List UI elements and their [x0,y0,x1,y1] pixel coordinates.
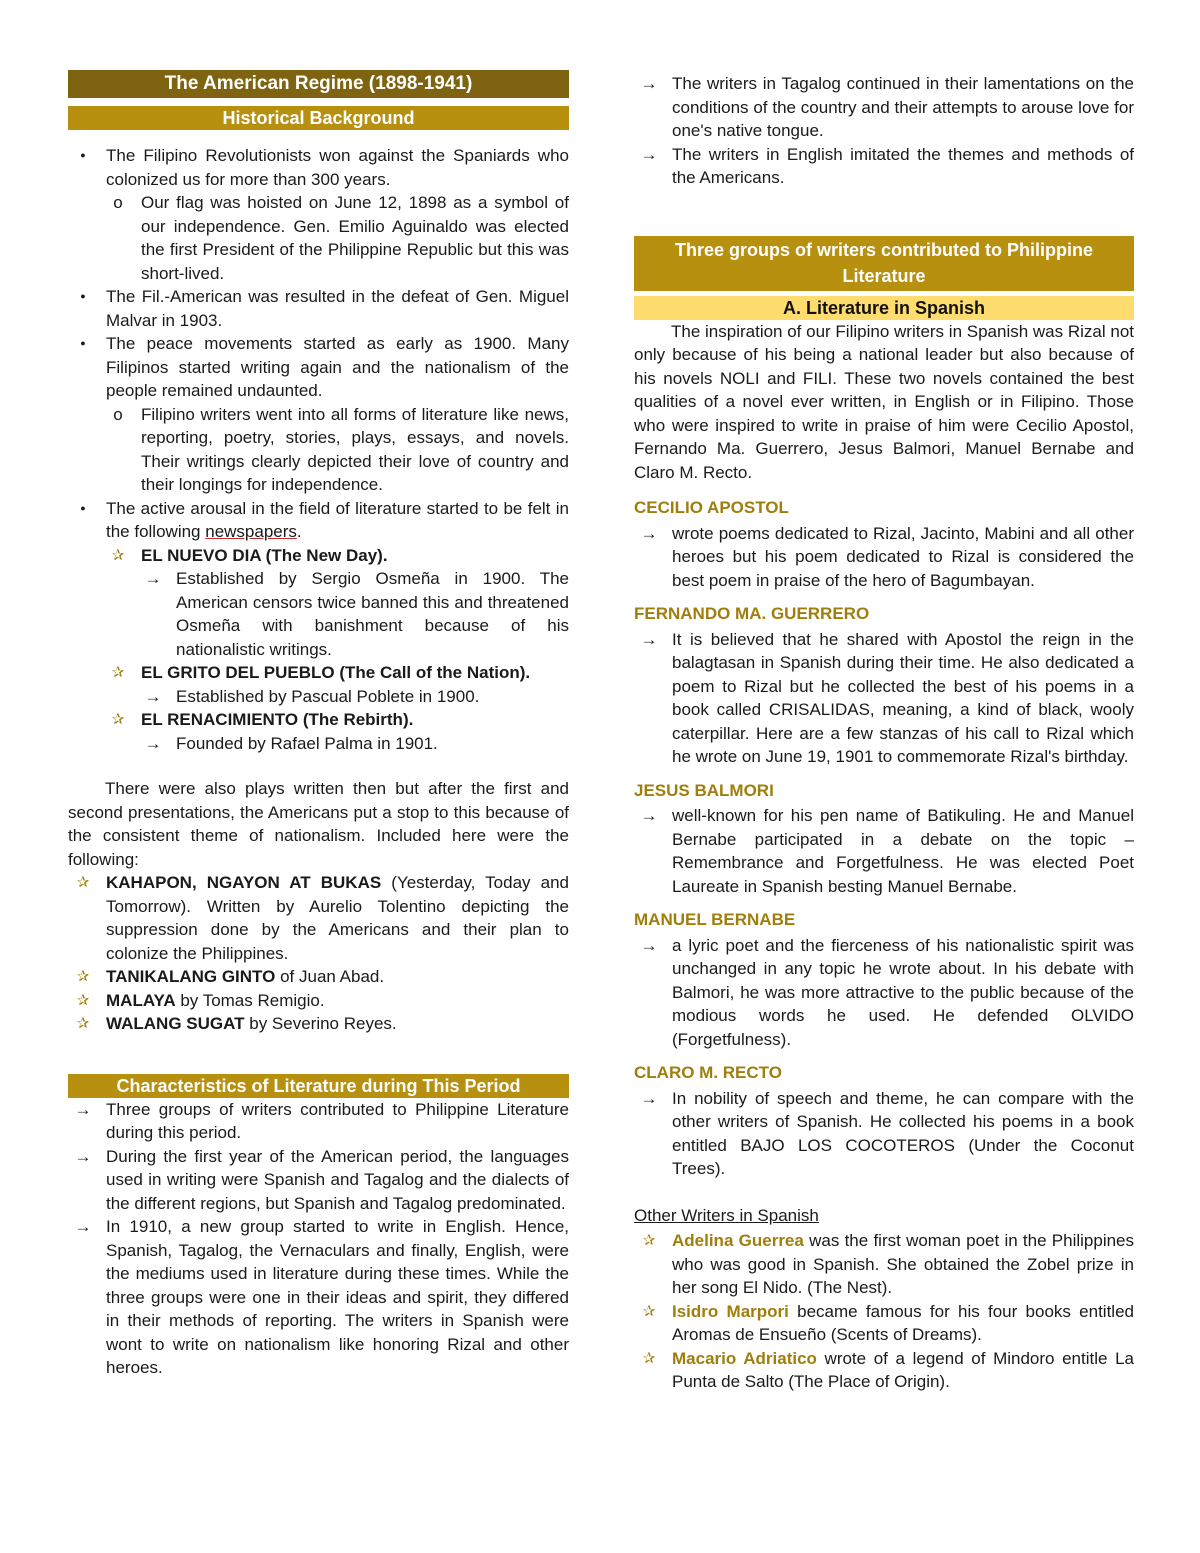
arrow-icon: → [640,935,658,955]
star-icon: ✰ [76,991,90,1009]
subheading-literature-in-spanish: A. Literature in Spanish [634,296,1134,320]
list-item: o Filipino writers went into all forms of literature like news, reporting, poetry, stories, plays, essays, and novels. Their writings clearly depicted their love of country and their longings for independence. [68,403,569,497]
arrow-icon: → [640,523,658,543]
writer-heading: CLARO M. RECTO [634,1063,782,1082]
other-writer-item: ✰ Isidro Marpori became famous for his four books entitled Aromas de Ensueño (Scents of Dreams). [634,1300,1134,1347]
play-item: ✰ KAHAPON, NGAYON AT BUKAS (Yesterday, Today and Tomorrow). Written by Aurelio Tolentino depicting the suppression done by the Americans and their plan to colonize the Philippines. [68,871,569,965]
arrow-icon: → [144,569,162,588]
other-writer-item: ✰ Macario Adriatico wrote of a legend of Mindoro entitle La Punta de Salto (The Place of Origin). [634,1347,1134,1394]
writer-description: → a lyric poet and the fierceness of his nationalistic spirit was unchanged in any topic he wrote about. In his debate with Balmori, he was more attractive to the public because of the modious words he used. He defended OLVIDO (Forgetfulness). [634,934,1134,1052]
arrow-icon: → [144,733,162,753]
circle-bullet-icon: o [113,193,123,212]
page-title: The American Regime (1898-1941) [68,70,569,98]
newspaper-item: ✰ EL GRITO DEL PUEBLO (The Call of the Nation). [68,661,569,685]
star-icon: ✰ [76,968,90,985]
list-item: ● The Filipino Revolutionists won against the Spaniards who colonized us for more than 300 years. [68,144,569,191]
newspapers-link[interactable]: newspapers [205,522,297,541]
arrow-icon: → [640,629,658,649]
arrow-icon: → [640,144,658,164]
list-item: ● The active arousal in the field of literature started to be felt in the following newspapers. [68,497,569,544]
writer-heading: MANUEL BERNABE [634,910,796,929]
section-heading-three-groups: Three groups of writers contributed to Philippine Literature [634,236,1134,291]
bullet-icon: ● [80,502,86,513]
arrow-icon: → [640,74,658,93]
play-item: ✰ MALAYA by Tomas Remigio. [68,989,569,1013]
section-heading-characteristics: Characteristics of Literature during This Period [68,1074,569,1098]
newspaper-description: → Established by Pascual Poblete in 1900. [68,685,569,709]
list-item: → The writers in Tagalog continued in their lamentations on the conditions of the country and their attempts to arouse love for one's native tongue. [634,72,1134,143]
arrow-icon: → [74,1146,92,1166]
star-icon: ✰ [642,1349,656,1367]
list-item: → The writers in English imitated the themes and methods of the Americans. [634,143,1134,190]
newspaper-description: → Founded by Rafael Palma in 1901. [68,732,569,756]
star-icon: ✰ [76,874,90,891]
bullet-icon: ● [80,291,86,301]
star-icon: ✰ [111,711,125,728]
writer-heading: JESUS BALMORI [634,780,774,800]
bullet-icon: ● [80,150,86,160]
list-item: ● The Fil.-American was resulted in the defeat of Gen. Miguel Malvar in 1903. [68,285,569,332]
play-item: ✰ WALANG SUGAT by Severino Reyes. [68,1012,569,1036]
list-item: o Our flag was hoisted on June 12, 1898 as a symbol of our independence. Gen. Emilio Aguinaldo was elected the first President of the Philippine Republic but this was short-lived. [68,191,569,285]
list-item: → Three groups of writers contributed to Philippine Literature during this period. [68,1098,569,1145]
arrow-icon: → [640,806,658,825]
writer-description: → well-known for his pen name of Batikuling. He and Manuel Bernabe participated in a debate on the topic – Remembrance and Forgetfulness. He was elected Poet Laureate in Spanish besting Manuel Bernabe. [634,804,1134,898]
star-icon: ✰ [111,546,125,564]
writer-heading: CECILIO APOSTOL [634,498,789,517]
arrow-icon: → [74,1217,92,1236]
arrow-icon: → [640,1088,658,1108]
star-icon: ✰ [642,1302,656,1320]
writer-description: → wrote poems dedicated to Rizal, Jacinto, Mabini and all other heroes but his poem dedicated to Rizal is considered the best poem in praise of the hero of Bagumbayan. [634,522,1134,593]
star-icon: ✰ [111,664,125,681]
plays-paragraph: There were also plays written then but after the first and second presentations, the Americans put a stop to this because of the consistent theme of nationalism. Included here were the following: [68,779,569,869]
arrow-icon: → [144,686,162,706]
newspaper-description: → Established by Sergio Osmeña in 1900. The American censors twice banned this and threatened Osmeña with banishment because of his nationalistic writings. [68,567,569,661]
bullet-icon: ● [80,338,86,348]
newspaper-item: ✰ EL RENACIMIENTO (The Rebirth). [68,708,569,732]
left-column [68,70,569,1380]
newspaper-item: ✰ EL NUEVO DIA (The New Day). [68,544,569,568]
play-item: ✰ TANIKALANG GINTO of Juan Abad. [68,965,569,989]
list-item: → During the first year of the American period, the languages used in writing were Spanish and Tagalog and the dialects of the different regions, but Spanish and Tagalog predominated. [68,1145,569,1216]
writer-description: → It is believed that he shared with Apostol the reign in the balagtasan in Spanish during their time. He also dedicated a poem to Rizal but he collected the best of his poems in a book called CRISALIDAS, meaning, a kind of black, wooly caterpillar. Here are a few stanzas of his call to Rizal which he wrote on June 19, 1901 to commemorate Rizal's birthday. [634,628,1134,769]
right-column [634,72,1134,1394]
section-heading-historical-background: Historical Background [68,106,569,130]
arrow-icon: → [74,1099,92,1119]
other-writers-heading: Other Writers in Spanish [634,1205,819,1225]
star-icon: ✰ [76,1015,90,1032]
list-item: ● The peace movements started as early as 1900. Many Filipinos started writing again and the nationalism of the people remained undaunted. [68,332,569,403]
star-icon: ✰ [642,1232,656,1249]
list-item: → In 1910, a new group started to write in English. Hence, Spanish, Tagalog, the Vernaculars and finally, English, were the mediums used in literature during these times. While the three groups were one in their ideas and spirit, they differed in their methods of reporting. The writers in Spanish were wont to write on nationalism like honoring Rizal and other heroes. [68,1215,569,1380]
writer-description: → In nobility of speech and theme, he can compare with the other writers of Spanish. He collected his poems in a book entitled BAJO LOS COCOTEROS (Under the Coconut Trees). [634,1087,1134,1181]
spanish-paragraph: The inspiration of our Filipino writers in Spanish was Rizal not only because of his being a national leader but also because of his novels NOLI and FILI. These two novels contained the best qualities of a novel ever written, in English or in Filipino. Those who were inspired to write in praise of him were Cecilio Apostol, Fernando Ma. Guerrero, Jesus Balmori, Manuel Bernabe and Claro M. Recto. [634,321,1134,482]
writer-heading: FERNANDO MA. GUERRERO [634,604,870,623]
circle-bullet-icon: o [113,404,123,424]
other-writer-item: ✰ Adelina Guerrea was the first woman poet in the Philippines who was good in Spanish. She obtained the Zobel prize in her song El Nido. (The Nest). [634,1229,1134,1300]
